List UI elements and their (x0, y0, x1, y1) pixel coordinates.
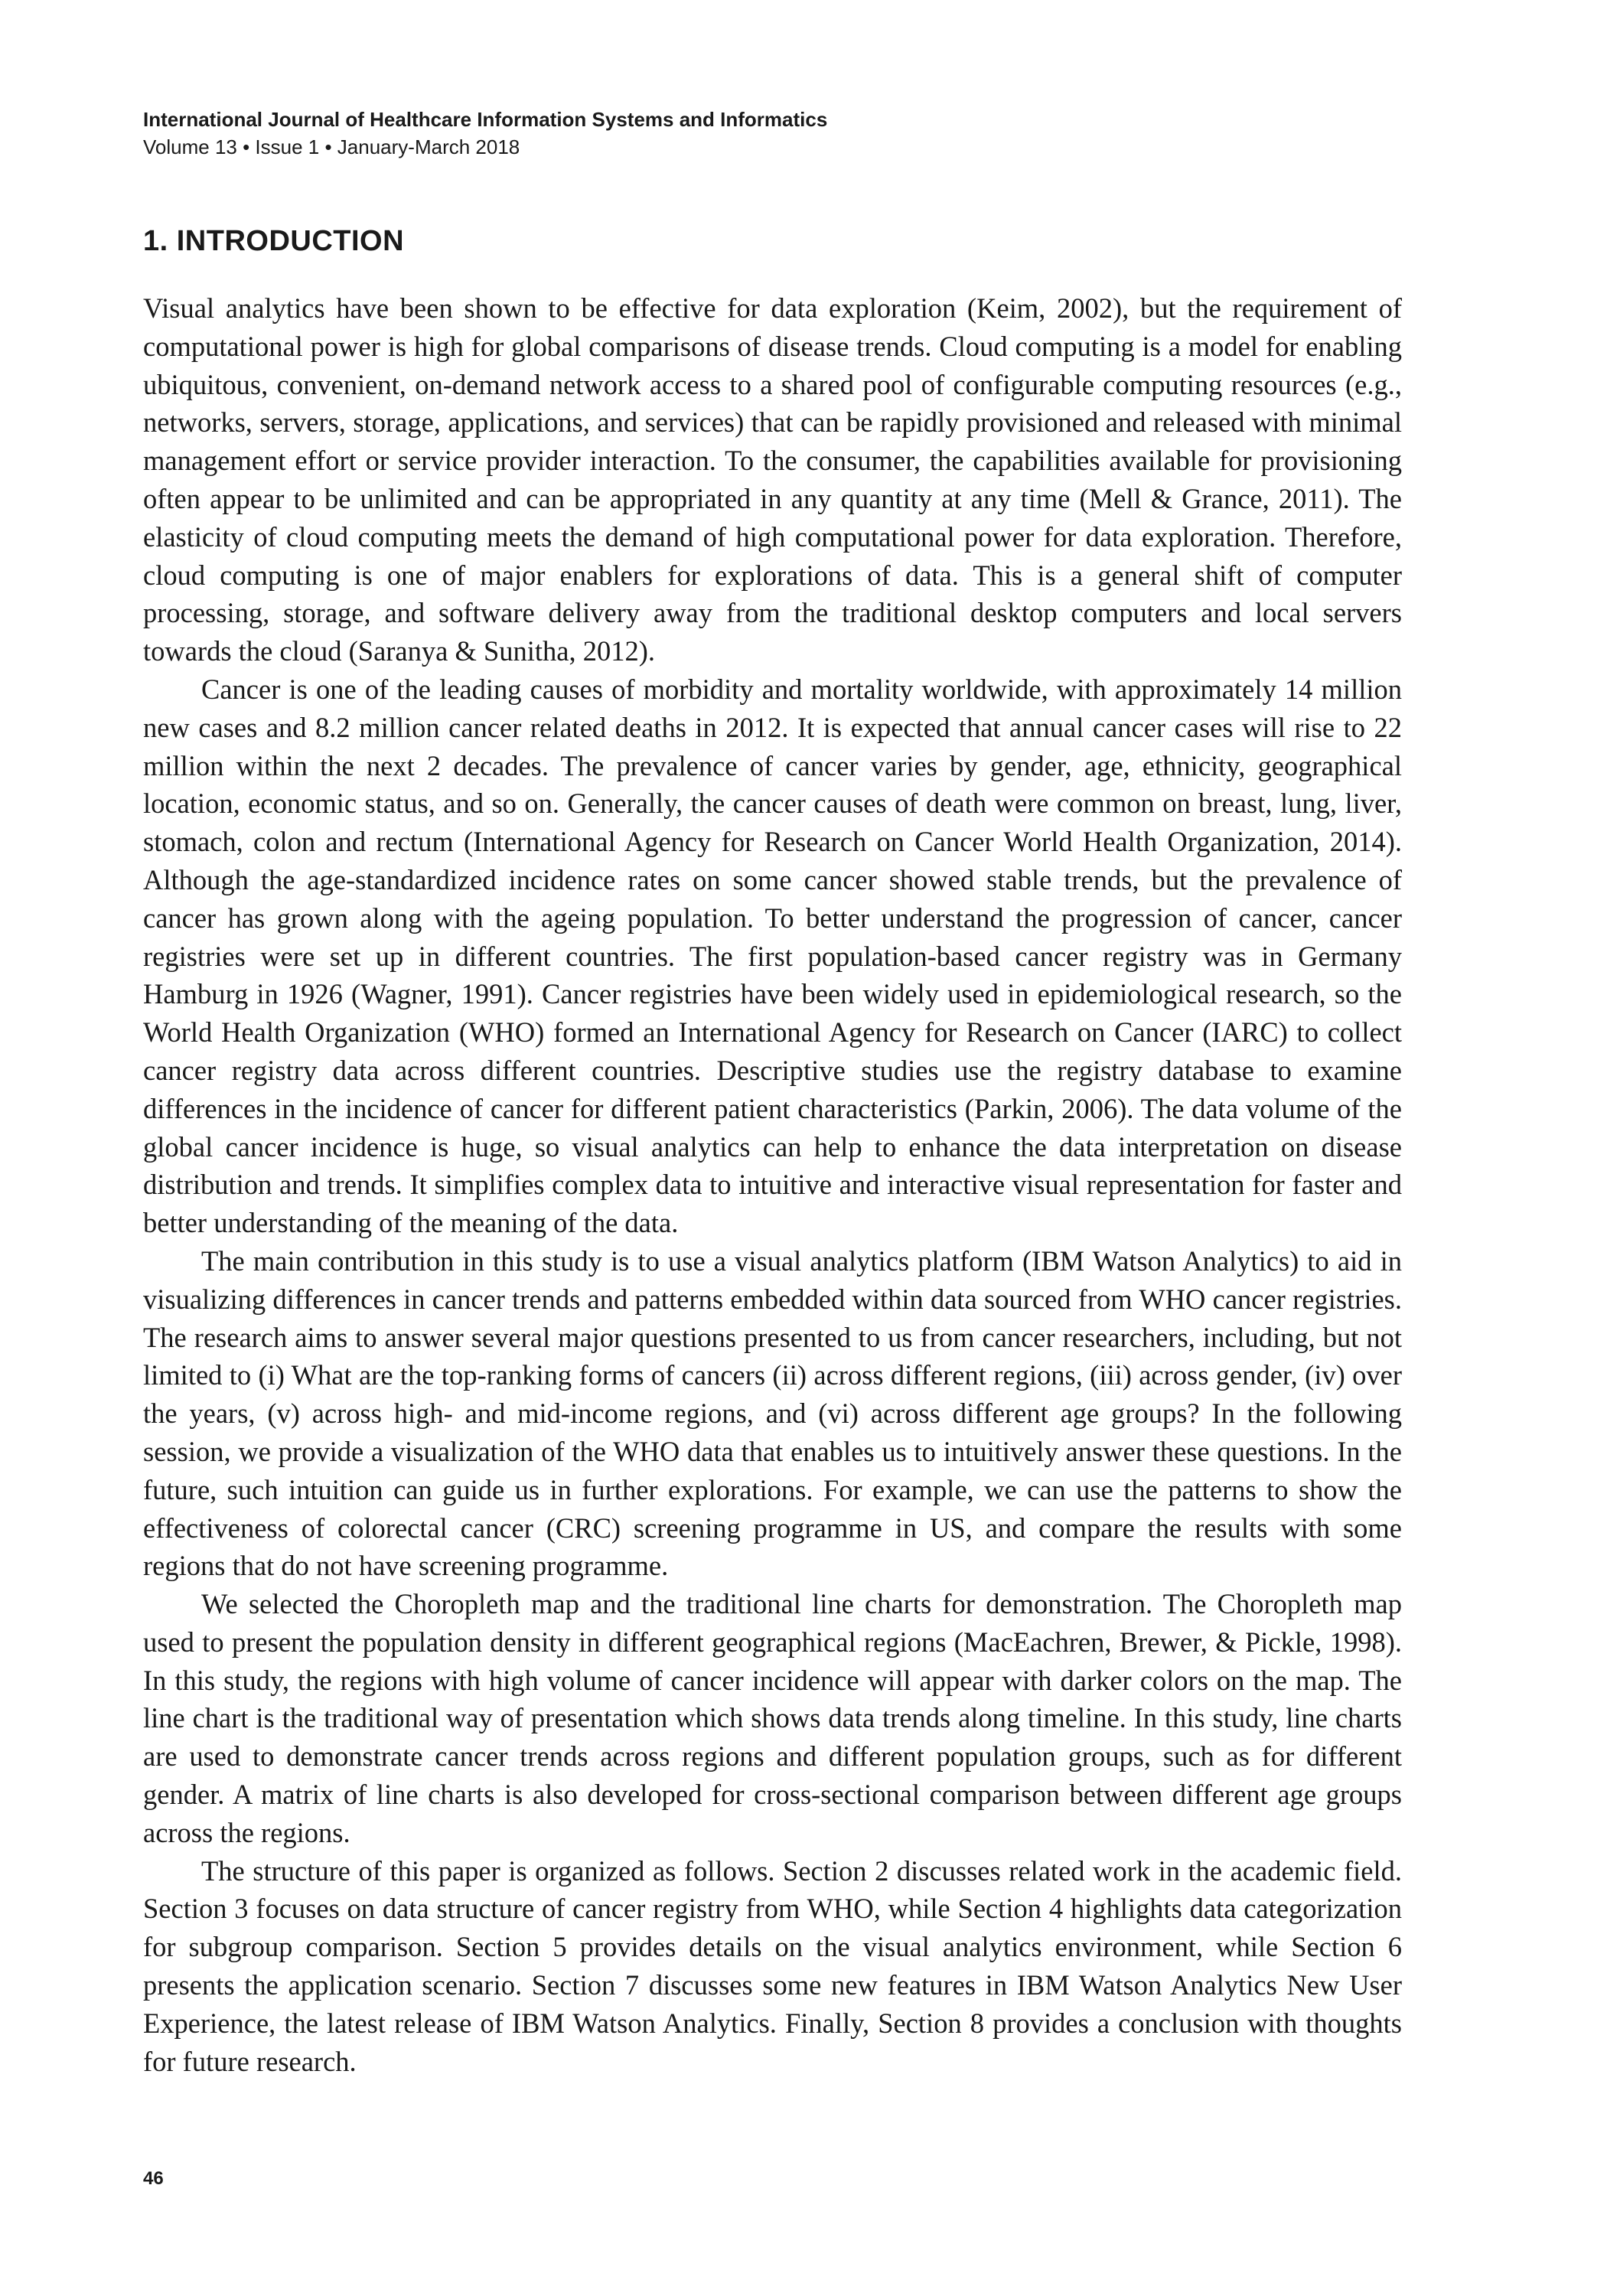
paragraph-1: Visual analytics have been shown to be effective for data exploration (Keim, 2002), but the requirement of computational power is high for global comparisons of disease trends. Cloud computing is a model for enabling ubiquitous, convenient, on-demand network access to a shared pool of configurable computing resources (e.g., networks, servers, storage, applications, and services) that can be rapidly provisioned and released with minimal management effort or service provider interaction. To the consumer, the capabilities available for provisioning often appear to be unlimited and can be appropriated in any quantity at any time (Mell & Grance, 2011). The elasticity of cloud computing meets the demand of high computational power for data exploration. Therefore, cloud computing is one of major enablers for explorations of data. This is a general shift of computer processing, storage, and software delivery away from the traditional desktop computers and local servers towards the cloud (Saranya & Sunitha, 2012). (143, 292, 1402, 667)
running-header (143, 106, 1444, 161)
page-number: 46 (143, 2168, 164, 2189)
section-heading: 1. INTRODUCTION (143, 225, 405, 257)
journal-issue-line: Volume 13 • Issue 1 • January-March 2018 (143, 135, 520, 158)
paragraph-4: We selected the Choropleth map and the traditional line charts for demonstration. The Choropleth map used to present the population density in different geographical regions (MacEachren, Brewer, & Pickle, 1998). In this study, the regions with high volume of cancer incidence will appear with darker colors on the map. The line chart is the traditional way of presentation which shows data trends along timeline. In this study, line charts are used to demonstrate cancer trends across regions and different population groups, such as for different gender. A matrix of line charts is also developed for cross-sectional comparison between different age groups across the regions. (143, 1588, 1402, 1848)
paragraph-2: Cancer is one of the leading causes of morbidity and mortality worldwide, with approximately 14 million new cases and 8.2 million cancer related deaths in 2012. It is expected that annual cancer cases will rise to 22 million within the next 2 decades. The prevalence of cancer varies by gender, age, ethnicity, geographical location, economic status, and so on. Generally, the cancer causes of death were common on breast, lung, liver, stomach, colon and rectum (International Agency for Research on Cancer World Health Organization, 2014). Although the age-standardized incidence rates on some cancer showed stable trends, but the prevalence of cancer has grown along with the ageing population. To better understand the progression of cancer, cancer registries were set up in different countries. The first population-based cancer registry was in Germany Hamburg in 1926 (Wagner, 1991). Cancer registries have been widely used in epidemiological research, so the World Health Organization (WHO) formed an International Agency for Research on Cancer (IARC) to collect cancer registry data across different countries. Descriptive studies use the registry database to examine differences in the incidence of cancer for different patient characteristics (Parkin, 2006). The data volume of the global cancer incidence is huge, so visual analytics can help to enhance the data interpretation on disease distribution and trends. It simplifies complex data to intuitive and interactive visual representation for faster and better understanding of the meaning of the data. (143, 673, 1402, 1239)
paragraph-3: The main contribution in this study is to use a visual analytics platform (IBM Watson Analytics) to aid in visualizing differences in cancer trends and patterns embedded within data sourced from WHO cancer registries. The research aims to answer several major questions presented to us from cancer researchers, including, but not limited to (i) What are the top-ranking forms of cancers (ii) across different regions, (iii) across gender, (iv) over the years, (v) across high- and mid-income regions, and (vi) across different age groups? In the following session, we provide a visualization of the WHO data that enables us to intuitively answer these questions. In the future, such intuition can guide us in further explorations. For example, we can use the patterns to show the effectiveness of colorectal cancer (CRC) screening programme in US, and compare the results with some regions that do not have screening programme. (143, 1244, 1402, 1582)
paragraph-5: The structure of this paper is organized as follows. Section 2 discusses related work in the academic field. Section 3 focuses on data structure of cancer registry from WHO, while Section 4 highlights data categorization for subgroup comparison. Section 5 provides details on the visual analytics environment, while Section 6 presents the application scenario. Section 7 discusses some new features in IBM Watson Analytics New User Experience, the latest release of IBM Watson Analytics. Finally, Section 8 provides a conclusion with thoughts for future research. (143, 1854, 1402, 2077)
journal-title: International Journal of Healthcare Information Systems and Informatics (143, 108, 828, 131)
body-text (143, 289, 1402, 2080)
